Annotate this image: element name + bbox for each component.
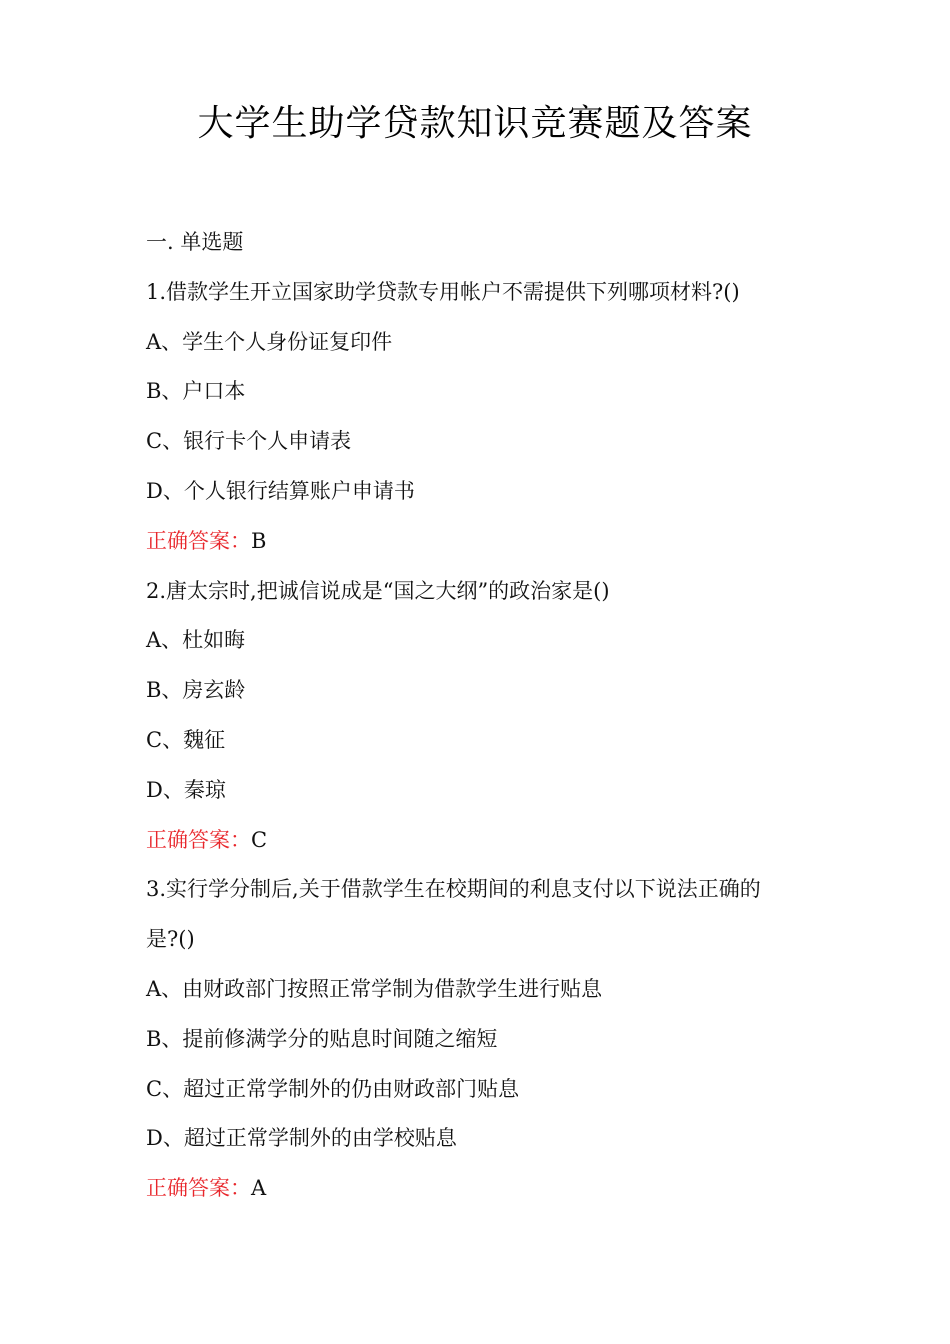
option-d: D、秦琼	[146, 777, 226, 802]
option-d: D、超过正常学制外的由学校贴息	[146, 1126, 457, 1151]
option-b: B、提前修满学分的贴息时间随之缩短	[146, 1026, 498, 1051]
question-stem: 3.实行学分制后,关于借款学生在校期间的利息支付以下说法正确的	[146, 877, 761, 902]
option-c: C、银行卡个人申请表	[146, 429, 352, 454]
document-title: 大学生助学贷款知识竞赛题及答案	[197, 103, 753, 144]
option-c: C、魏征	[146, 727, 226, 752]
correct-answer	[146, 816, 826, 866]
question-list	[146, 218, 826, 1214]
question-stem: 1.借款学生开立国家助学贷款专用帐户不需提供下列哪项材料?()	[146, 279, 740, 304]
correct-answer	[146, 1164, 826, 1214]
question-stem: 2.唐太宗时,把诚信说成是“国之大纲”的政治家是()	[146, 578, 610, 603]
section-heading: 一. 单选题	[146, 230, 244, 254]
option-a: A、由财政部门按照正常学制为借款学生进行贴息	[146, 976, 603, 1001]
option-b: B、房玄龄	[146, 678, 246, 703]
option-a: A、杜如晦	[146, 628, 246, 653]
answer-value: C	[251, 827, 268, 852]
answer-value: B	[251, 528, 267, 553]
correct-answer	[146, 517, 826, 567]
answer-value: A	[251, 1176, 267, 1201]
answer-label: 正确答案：	[146, 528, 251, 553]
answer-label: 正确答案：	[146, 827, 251, 852]
option-a: A、学生个人身份证复印件	[146, 329, 393, 354]
option-b: B、户口本	[146, 379, 246, 404]
option-c: C、超过正常学制外的仍由财政部门贴息	[146, 1076, 520, 1101]
answer-label: 正确答案：	[146, 1176, 251, 1201]
option-d: D、个人银行结算账户申请书	[146, 478, 415, 503]
question-stem-continued: 是?()	[146, 927, 195, 952]
